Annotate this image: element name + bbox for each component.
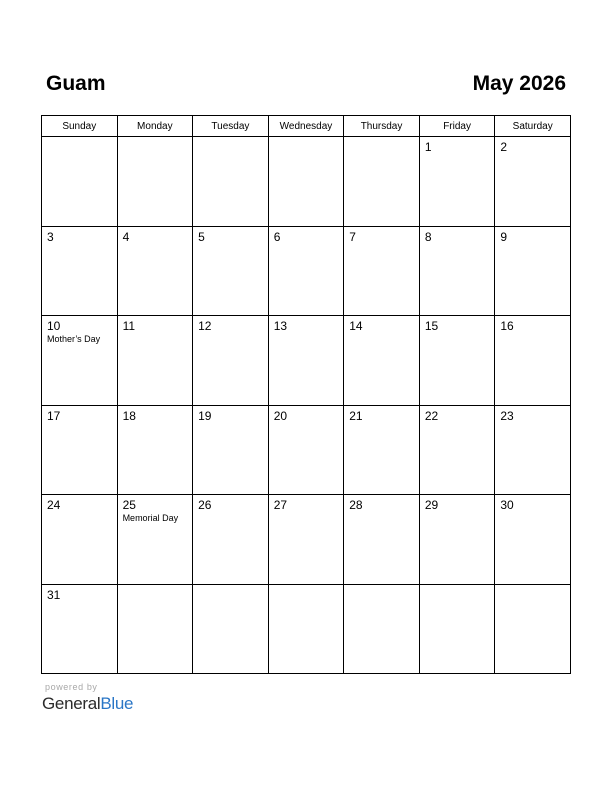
day-number: 11 <box>122 319 136 333</box>
day-number: 31 <box>47 587 61 602</box>
weekday-saturday: Saturday <box>495 116 571 137</box>
day-cell <box>495 495 571 585</box>
day-cell <box>268 316 344 406</box>
day-number: 26 <box>198 498 212 512</box>
month-title: May 2026 <box>472 72 566 95</box>
day-cell <box>193 137 269 227</box>
day-cell <box>117 584 193 674</box>
day-number: 19 <box>198 408 212 423</box>
day-cell <box>42 137 118 227</box>
day-number: 18 <box>122 408 136 423</box>
day-cell <box>419 405 495 495</box>
weekday-friday: Friday <box>419 116 495 137</box>
holiday-label: Mother’s Day <box>47 334 101 344</box>
calendar-grid <box>41 115 571 674</box>
day-cell <box>344 226 420 316</box>
holiday-label: Memorial Day <box>122 513 179 523</box>
weekday-thursday: Thursday <box>344 116 420 137</box>
day-cell <box>495 584 571 674</box>
day-cell <box>419 316 495 406</box>
day-number: 25 <box>122 498 136 512</box>
powered-by-label: powered by <box>45 682 98 692</box>
country-title: Guam <box>46 72 106 95</box>
day-cell <box>193 226 269 316</box>
day-cell <box>117 405 193 495</box>
day-cell <box>42 226 118 316</box>
week-row <box>42 584 571 674</box>
day-cell <box>495 137 571 227</box>
weekday-wednesday: Wednesday <box>268 116 344 137</box>
day-cell <box>268 495 344 585</box>
brand-general: General <box>42 694 101 713</box>
day-number: 29 <box>424 498 439 512</box>
day-cell <box>193 584 269 674</box>
day-cell <box>419 226 495 316</box>
day-cell <box>42 584 118 674</box>
day-number: 7 <box>349 229 356 244</box>
day-cell <box>117 316 193 406</box>
day-number: 6 <box>273 229 281 244</box>
week-row <box>42 495 571 585</box>
day-cell <box>344 584 420 674</box>
day-number: 3 <box>47 229 54 244</box>
day-cell <box>193 405 269 495</box>
day-cell <box>42 405 118 495</box>
day-number: 22 <box>424 408 439 423</box>
week-row <box>42 137 571 227</box>
day-cell <box>268 137 344 227</box>
day-cell <box>495 405 571 495</box>
day-number: 23 <box>500 408 514 423</box>
day-number: 4 <box>122 229 130 244</box>
brand-blue: Blue <box>100 694 134 713</box>
weekday-monday: Monday <box>117 116 193 137</box>
day-cell <box>117 226 193 316</box>
day-cell <box>419 495 495 585</box>
day-number: 17 <box>47 408 61 423</box>
day-number: 24 <box>47 498 61 512</box>
day-cell <box>268 405 344 495</box>
day-cell <box>193 495 269 585</box>
day-cell <box>268 226 344 316</box>
day-cell <box>268 584 344 674</box>
day-number: 5 <box>198 229 205 244</box>
day-number: 13 <box>273 319 288 333</box>
weekday-tuesday: Tuesday <box>193 116 269 137</box>
day-number: 21 <box>349 408 363 423</box>
day-number: 20 <box>273 408 288 423</box>
day-number: 2 <box>500 140 508 154</box>
week-row <box>42 316 571 406</box>
day-cell <box>344 405 420 495</box>
day-number: 1 <box>424 140 432 154</box>
day-cell <box>495 226 571 316</box>
weekday-header-row <box>42 116 571 137</box>
day-number: 16 <box>500 319 514 333</box>
day-number: 15 <box>424 319 439 333</box>
day-number: 28 <box>349 498 363 512</box>
day-cell <box>419 584 495 674</box>
day-cell <box>193 316 269 406</box>
day-cell <box>42 316 118 406</box>
day-cell <box>42 495 118 585</box>
day-number: 14 <box>349 319 363 333</box>
day-number: 30 <box>500 498 514 512</box>
day-number: 8 <box>424 229 432 244</box>
day-cell <box>117 495 193 585</box>
week-row <box>42 226 571 316</box>
day-number: 10 <box>47 319 61 333</box>
weekday-sunday: Sunday <box>42 116 118 137</box>
day-cell <box>344 316 420 406</box>
day-cell <box>419 137 495 227</box>
day-number: 27 <box>273 498 288 512</box>
day-cell <box>117 137 193 227</box>
day-cell <box>344 495 420 585</box>
day-number: 9 <box>500 229 508 244</box>
day-cell <box>495 316 571 406</box>
week-row <box>42 405 571 495</box>
day-cell <box>344 137 420 227</box>
generalblue-logo <box>42 694 133 714</box>
day-number: 12 <box>198 319 212 333</box>
